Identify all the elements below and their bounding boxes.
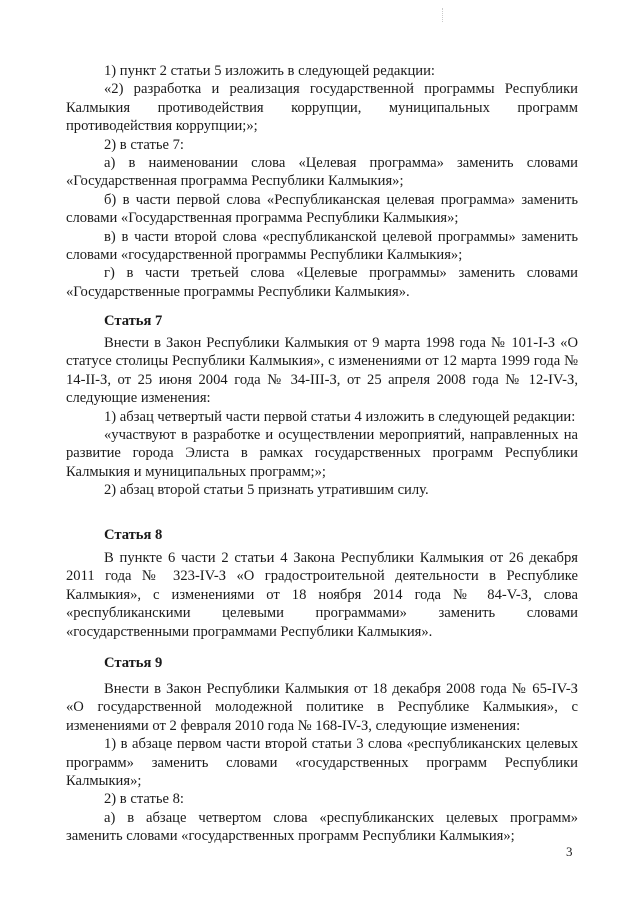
article-7-body: [66, 334, 578, 500]
page-number: 3: [566, 844, 573, 859]
paragraph: а) в наименовании слова «Целевая программа» заменить словами «Государственная программа Республики Калмыкия»;: [66, 155, 578, 190]
paragraph: 2) в статье 8:: [104, 791, 184, 808]
article-heading: Статья 8: [104, 527, 163, 543]
paragraph: 2) в статье 7:: [104, 136, 184, 153]
paragraph: «участвуют в разработке и осуществлении мероприятий, направленных на развитие города Элиста в рамках государственных программ Республики Калмыкия и муниципальных программ;»;: [66, 427, 578, 480]
article-9-body: [66, 680, 578, 846]
paragraph: 1) пункт 2 статьи 5 изложить в следующей редакции:: [104, 63, 435, 79]
article-heading: Статья 9: [104, 655, 163, 671]
paragraph: 2) абзац второй статьи 5 признать утратившим силу.: [104, 482, 429, 499]
paragraph: а) в абзаце четвертом слова «республиканских целевых программ» заменить словами «государственных программ Республики Калмыкия»;: [66, 809, 578, 845]
scan-artifact: [442, 8, 444, 22]
paragraph: В пункте 6 части 2 статьи 4 Закона Республики Калмыкия от 26 декабря 2011 года № 323-IV-З «О градостроительной деятельности в Республике Калмыкия», с изменениями от 18 ноября 2014 года № 84-V-З, слова «республиканскими целевыми программами» заменить словами «государственными программами Республики Калмыкия».: [66, 550, 578, 640]
paragraph: в) в части второй слова «республиканской целевой программы» заменить словами «государственной программы Республики Калмыкия»;: [66, 228, 578, 264]
paragraph: Внести в Закон Республики Калмыкия от 18 декабря 2008 года № 65-IV-З «О государственной молодежной политике в Республике Калмыкия», с изменениями от 2 февраля 2010 года № 168-IV-З, следующие изменения:: [66, 681, 578, 734]
paragraph: Внести в Закон Республики Калмыкия от 9 марта 1998 года № 101-I-З «О статусе столицы Республики Калмыкия», с изменениями от 12 марта 1999 года № 14-II-З, от 25 июня 2004 года № 34-III-З, от 25 апреля 2008 года № 12-IV-З, следующие изменения:: [66, 335, 578, 407]
paragraph: г) в части третьей слова «Целевые программы» заменить словами «Государственные программы Республики Калмыкия».: [66, 265, 578, 300]
paragraph: 1) абзац четвертый части первой статьи 4 изложить в следующей редакции:: [104, 408, 576, 425]
amendments-continued: [66, 62, 578, 301]
paragraph: «2) разработка и реализация государственной программы Республики Калмыкия противодействия коррупции, муниципальных программ противодействия коррупции;»;: [66, 81, 578, 135]
paragraph: 1) в абзаце первом части второй статьи 3 слова «республиканских целевых программ» заменить словами «государственных программ Республики Калмыкия»;: [66, 736, 578, 790]
article-heading: Статья 7: [104, 313, 163, 329]
article-8-body: [66, 549, 578, 641]
paragraph: б) в части первой слова «Республиканская целевая программа» заменить словами «Государственная программа Республики Калмыкия»;: [66, 191, 578, 227]
